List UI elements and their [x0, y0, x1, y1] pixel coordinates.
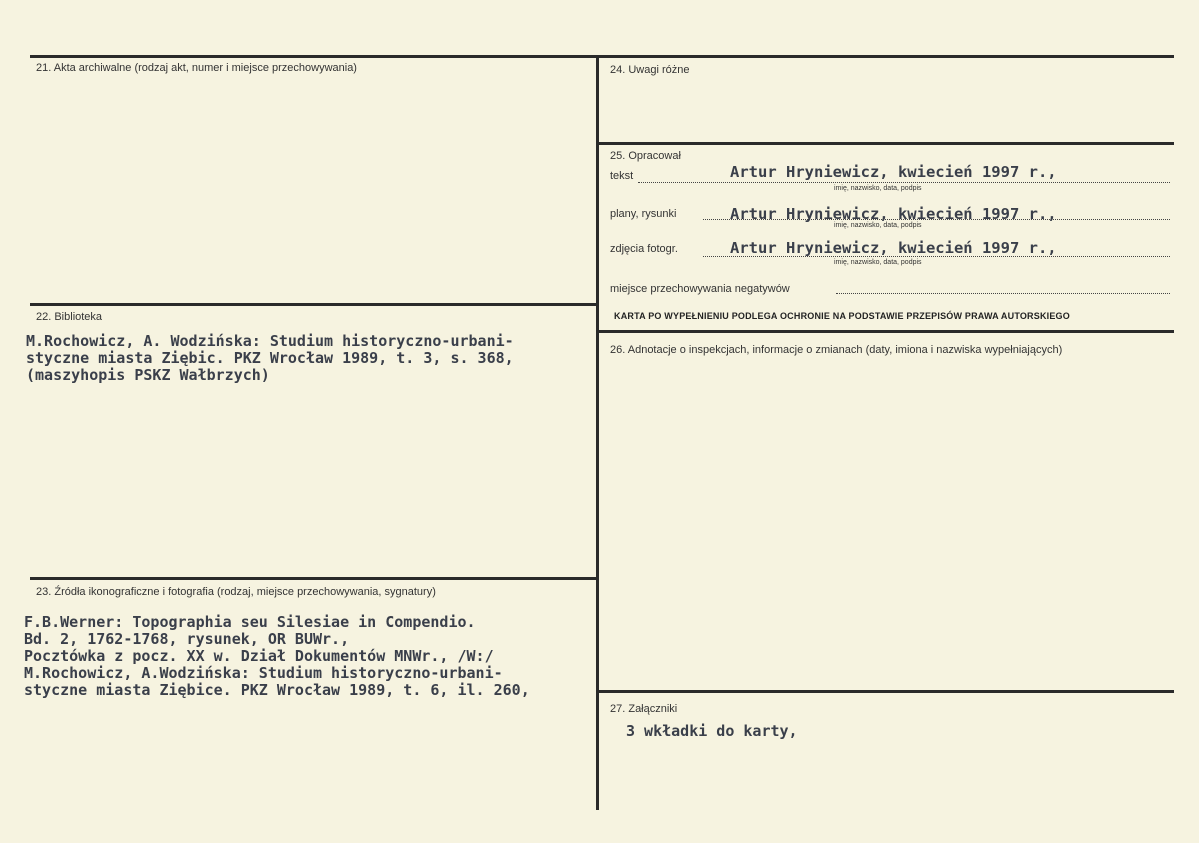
- section-23-line-3: Pocztówka z pocz. XX w. Dział Dokumentów MNWr., /W:/: [24, 647, 494, 665]
- tekst-caption: imię, nazwisko, data, podpis: [834, 185, 922, 192]
- divider-24-25: [599, 142, 1174, 145]
- zdjecia-label: zdjęcia fotogr.: [610, 243, 678, 255]
- negatywy-label: miejsce przechowywania negatywów: [610, 283, 790, 295]
- zdjecia-caption: imię, nazwisko, data, podpis: [834, 259, 922, 266]
- divider-22-23: [30, 577, 596, 580]
- divider-21-22: [30, 303, 596, 306]
- section-27-value: 3 wkładki do karty,: [626, 722, 798, 740]
- plany-label: plany, rysunki: [610, 208, 677, 220]
- center-divider: [596, 55, 599, 810]
- section-26-label: 26. Adnotacje o inspekcjach, informacje o zmianach (daty, imiona i nazwiska wypełniających): [610, 344, 1063, 356]
- zdjecia-value: Artur Hryniewicz, kwiecień 1997 r.,: [730, 239, 1057, 257]
- section-23-line-4: M.Rochowicz, A.Wodzińska: Studium historyczno-urbani-: [24, 664, 503, 682]
- section-25-label: 25. Opracował: [610, 150, 681, 162]
- top-border: [30, 55, 1174, 58]
- section-23-line-1: F.B.Werner: Topographia seu Silesiae in Compendio.: [24, 613, 476, 631]
- section-27-label: 27. Załączniki: [610, 703, 678, 715]
- tekst-value: Artur Hryniewicz, kwiecień 1997 r.,: [730, 163, 1057, 181]
- plany-caption: imię, nazwisko, data, podpis: [834, 222, 922, 229]
- section-23-label: 23. Źródła ikonograficzne i fotografia (rodzaj, miejsce przechowywania, sygnatury): [36, 586, 436, 598]
- section-23-line-2: Bd. 2, 1762-1768, rysunek, OR BUWr.,: [24, 630, 350, 648]
- negatywy-line: [836, 293, 1170, 294]
- tekst-label: tekst: [610, 170, 634, 182]
- section-23-line-5: styczne miasta Ziębice. PKZ Wrocław 1989, t. 6, il. 260,: [24, 681, 530, 699]
- section-21-label: 21. Akta archiwalne (rodzaj akt, numer i miejsce przechowywania): [36, 62, 357, 74]
- section-22-line-1: M.Rochowicz, A. Wodzińska: Studium historyczno-urbani-: [26, 332, 514, 350]
- section-22-label: 22. Biblioteka: [36, 311, 103, 323]
- section-24-label: 24. Uwagi różne: [610, 64, 690, 76]
- divider-26-27: [599, 690, 1174, 693]
- divider-25-26: [599, 330, 1174, 333]
- section-22-line-2: styczne miasta Ziębic. PKZ Wrocław 1989, t. 3, s. 368,: [26, 349, 514, 367]
- section-22-line-3: (maszyhopis PSKZ Wałbrzych): [26, 366, 270, 384]
- tekst-line: [638, 182, 1170, 183]
- plany-value: Artur Hryniewicz, kwiecień 1997 r.,: [730, 205, 1057, 223]
- copyright-notice: KARTA PO WYPEŁNIENIU PODLEGA OCHRONIE NA PODSTAWIE PRZEPISÓW PRAWA AUTORSKIEGO: [614, 311, 1070, 321]
